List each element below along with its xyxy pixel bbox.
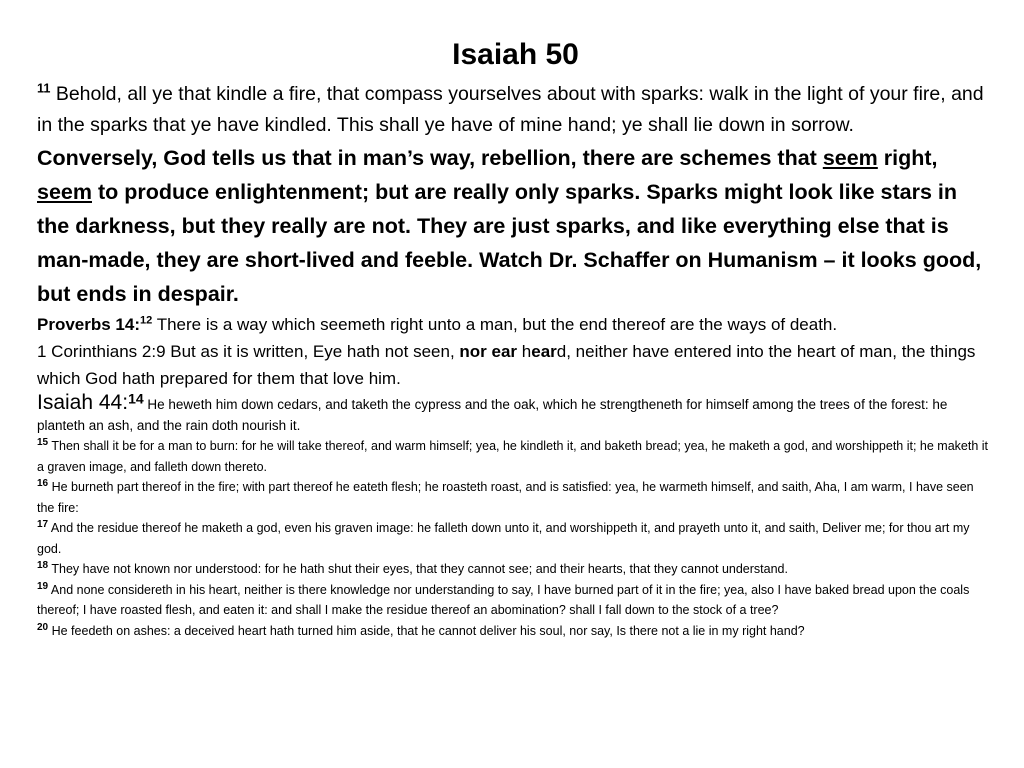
verse-text: And the residue thereof he maketh a god, even his graven image: he falleth down unto it, and worshippeth it, and prayeth unto it, and saith, Deliver me; for thou art my god.: [37, 521, 970, 556]
underlined-seem-2: seem: [37, 180, 92, 204]
verse-number: 11: [37, 81, 51, 96]
verse-number: 15: [37, 436, 49, 448]
isaiah-44-14-paragraph: [37, 392, 994, 436]
corinthians-text-c: d, neither have entered into the heart of man, the things which God hath prepared for them that love him.: [37, 342, 976, 388]
verse-19: [37, 580, 994, 621]
isaiah-50-11-paragraph: [37, 79, 994, 141]
proverbs-paragraph: [37, 311, 994, 338]
isaiah-44-reference: Isaiah 44:: [37, 391, 129, 414]
verse-20: [37, 621, 994, 642]
verse-text: Then shall it be for a man to burn: for he will take thereof, and warm himself; yea, he kindleth it, and baketh bread; yea, he maketh a god, and worshippeth it; he maketh it a graven image, and falleth down thereto.: [37, 439, 989, 474]
corinthians-text-a: 1 Corinthians 2:9 But as it is written, Eye hath not seen,: [37, 342, 460, 361]
verse-text: And none considereth in his heart, neither is there knowledge nor understanding to say, I have burned part of it in the fire; yea, also I have baked bread upon the coals thereof; I have roasted flesh, and eaten it: and shall I make the residue thereof an abomination? shall I fall down to the stock of a tree?: [37, 582, 970, 617]
verse-16: [37, 477, 994, 518]
verse-18: [37, 559, 994, 580]
corinthians-text-b: h: [517, 342, 532, 361]
verse-text: He burneth part thereof in the fire; with part thereof he eateth flesh; he roasteth roast, and is satisfied: yea, he warmeth himself, and saith, Aha, I am warm, I have seen the fire:: [37, 480, 974, 515]
slide-title: Isaiah 50: [452, 38, 579, 71]
bold-ear: ear: [531, 342, 557, 361]
commentary-text-b: right,: [877, 146, 938, 170]
proverbs-text: There is a way which seemeth right unto a man, but the end thereof are the ways of death.: [152, 315, 838, 334]
verse-number: 18: [37, 559, 49, 571]
verse-number: 19: [37, 580, 49, 592]
verse-text: Behold, all ye that kindle a fire, that compass yourselves about with sparks: walk in the light of your fire, and in the sparks that ye have kindled. This shall ye have of mine hand; ye shall lie down in sorrow.: [37, 83, 984, 136]
verse-number: 17: [37, 518, 49, 530]
commentary-text-a: Conversely, God tells us that in man’s way, rebellion, there are schemes that: [37, 146, 823, 170]
verse-number: 12: [140, 314, 153, 327]
underlined-seem-1: seem: [822, 146, 878, 170]
verse-text: He feedeth on ashes: a deceived heart hath turned him aside, that he cannot deliver his soul, nor say, Is there not a lie in my right hand?: [51, 623, 805, 638]
corinthians-paragraph: [37, 338, 994, 392]
verse-text: He heweth him down cedars, and taketh the cypress and the oak, which he strengtheneth for himself among the trees of the forest: he planteth an ash, and the rain doth nourish it.: [37, 397, 948, 433]
verse-17: [37, 518, 994, 559]
bold-nor-ear: nor ear: [459, 342, 518, 361]
commentary-paragraph: [37, 141, 994, 311]
verse-number: 16: [37, 477, 49, 489]
proverbs-reference: Proverbs 14:: [37, 315, 140, 334]
verse-number: 20: [37, 621, 49, 633]
verse-text: They have not known nor understood: for he hath shut their eyes, that they cannot see; and their hearts, that they cannot understand.: [51, 562, 788, 576]
commentary-text-c: to produce enlightenment; but are really only sparks. Sparks might look like stars in the darkness, but they really are not. They are just sparks, and like everything else that is man-made, they are short-lived and feeble. Watch Dr. Schaffer on Humanism – it looks good, but ends in despair.: [37, 180, 982, 306]
verse-number: 14: [128, 390, 144, 407]
verse-15: [37, 436, 994, 477]
